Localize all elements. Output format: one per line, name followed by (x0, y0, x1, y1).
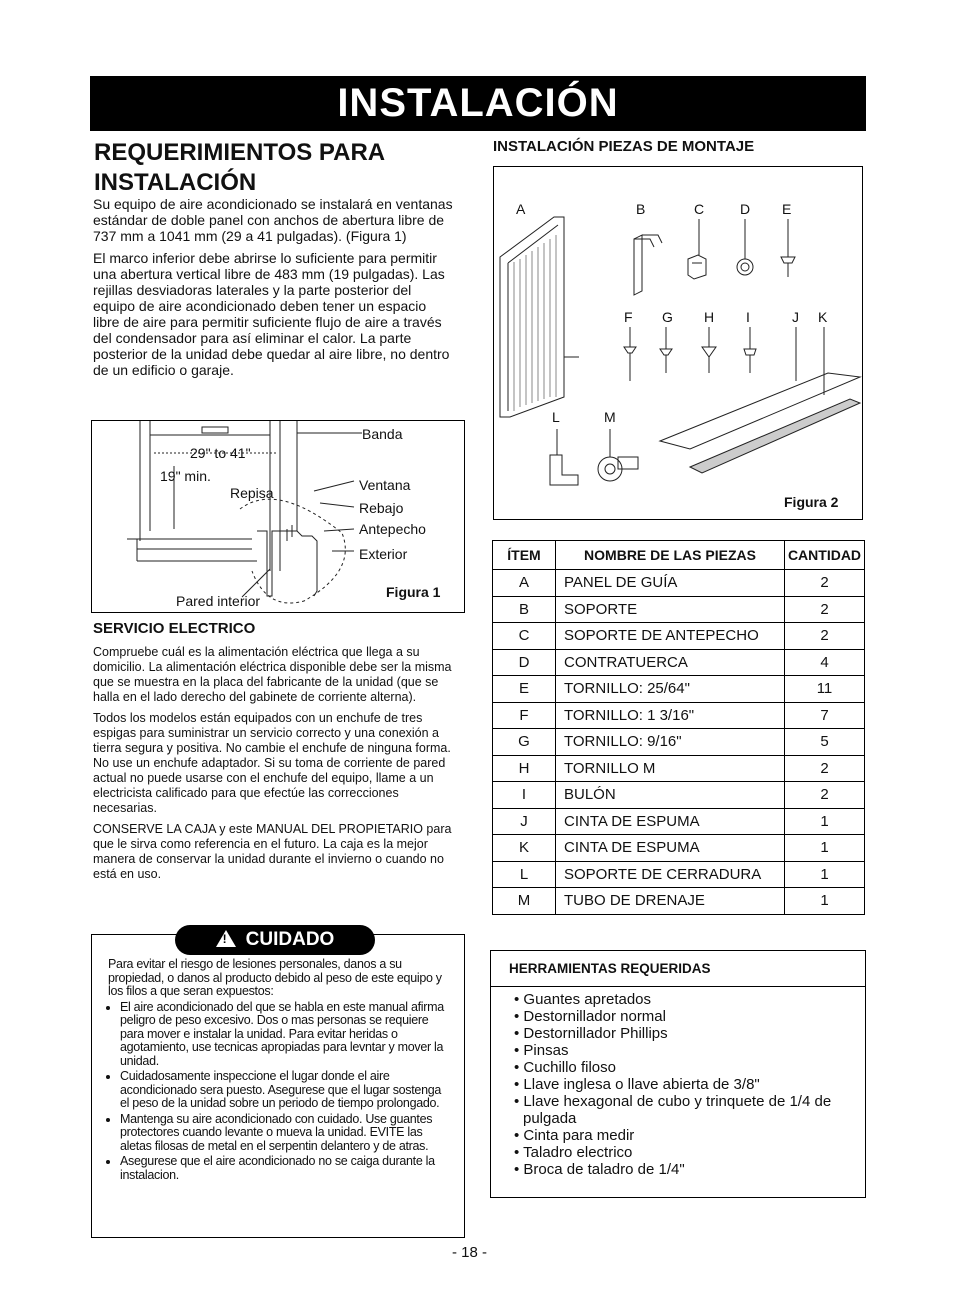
quantity-cell: 7 (785, 702, 865, 729)
caution-item: • Mantenga su aire acondicionado con cuidado. Use guantes protectores cuando levante o mueva la unidad. EVITE las aletas filosas de metal en el serpentin delantero y de atras. (120, 1113, 448, 1154)
column-header: CANTIDAD (785, 541, 865, 570)
caution-item: • Cuidadosamente inspeccione el lugar donde el aire acondicionado sera puesto. Asegurese que el lugar sostenga el peso de la unidad sobre un periodo de tiempo prolongado. (120, 1070, 448, 1111)
item-cell: B (493, 596, 556, 623)
item-cell: G (493, 729, 556, 756)
section-title: REQUERIMIENTOS PARA INSTALACIÓN (94, 139, 385, 196)
table-row (493, 888, 865, 915)
item-cell: C (493, 623, 556, 650)
caution-tag (175, 925, 375, 955)
label-width: 29" to 41" (190, 445, 251, 461)
quantity-cell: 1 (785, 835, 865, 862)
tool-item: • Cinta para medir (523, 1127, 865, 1144)
column-header: ÍTEM (493, 541, 556, 570)
tool-item: • Guantes apretados (523, 991, 865, 1008)
tools-list (509, 991, 865, 1178)
table-row (493, 861, 865, 888)
label-pared-interior: Pared interior (176, 593, 261, 609)
warning-triangle-icon: ! (216, 930, 236, 947)
caution-intro: Para evitar el riesgo de lesiones personales, danos a su propiedad, o danos al producto debido al peso de este equipo y los filos a que seran expuestos: (108, 957, 442, 998)
parts-table-body (493, 570, 865, 915)
name-cell: SOPORTE DE CERRADURA (556, 861, 785, 888)
name-cell: TORNILLO: 1 3/16" (556, 702, 785, 729)
tool-item: • Pinsas (523, 1042, 865, 1059)
figure-2-caption: Figura 2 (784, 494, 839, 510)
part-letter-f: F (624, 309, 633, 325)
label-min-height: 19" min. (160, 468, 211, 484)
part-letter-a: A (516, 201, 526, 217)
electric-paragraph-1: Compruebe cuál es la alimentación eléctrica que llega a su domicilio. La alimentación eléctrica disponible debe ser la misma que se muestra en la placa del fabricante de la unidad (que se halla en el lado derecho del gabinete de corriente alterna). (93, 645, 452, 704)
tool-item: • Destornillador Phillips (523, 1025, 865, 1042)
tool-item: • Destornillador normal (523, 1008, 865, 1025)
part-letter-d: D (740, 201, 751, 217)
electric-text (93, 645, 463, 888)
quantity-cell: 1 (785, 861, 865, 888)
table-row (493, 808, 865, 835)
label-rebajo: Rebajo (359, 500, 404, 516)
page-number: - 18 - (452, 1244, 488, 1261)
electric-paragraph-3: CONSERVE LA CAJA y este MANUAL DEL PROPIETARIO para que le sirva como referencia en el futuro. La caja es la mejor manera de conservar la unidad durante el invierno o cuando no está en uso. (93, 822, 452, 881)
quantity-cell: 2 (785, 596, 865, 623)
requirements-paragraph-2: El marco inferior debe abrirse lo suficiente para permitir una abertura vertical libre de 483 mm (19 pulgadas). Las rejillas desviadoras laterales y la parte posterior del equipo de aire acondicionado deben tener un espacio libre de aire para permitir suficiente flujo de aire a través del condensador para así eliminar el calor. La parte posterior de la unidad debe quedar al aire libre, no dentro de un edificio o garaje. (93, 250, 450, 378)
name-cell: TORNILLO M (556, 755, 785, 782)
name-cell: CINTA DE ESPUMA (556, 808, 785, 835)
quantity-cell: 1 (785, 888, 865, 915)
quantity-cell: 1 (785, 808, 865, 835)
requirements-paragraph-1: Su equipo de aire acondicionado se instalará en ventanas estándar de doble panel con anchos de abertura libre de 737 mm a 1041 mm (29 a 41 pulgadas). (Figura 1) (93, 196, 453, 244)
item-cell: K (493, 835, 556, 862)
requirements-text (93, 196, 453, 384)
table-row (493, 782, 865, 809)
caution-label: CUIDADO (245, 929, 335, 950)
table-row (493, 729, 865, 756)
quantity-cell: 2 (785, 623, 865, 650)
item-cell: L (493, 861, 556, 888)
figure-1-caption: Figura 1 (386, 584, 441, 600)
item-cell: E (493, 676, 556, 703)
tools-box (490, 950, 866, 1198)
caution-item: • El aire acondicionado del que se habla en este manual afirma peligro de peso excesivo. Dos o mas personas se requiere para mover e instalar la unidad. Para evitar heridas o agotamiento, use tecnicas apropiadas para levntar y mover la unidad. (120, 1001, 448, 1069)
quantity-cell: 11 (785, 676, 865, 703)
table-row (493, 755, 865, 782)
caution-item: • Asegurese que el aire acondicionado no se caiga durante la instalacion. (120, 1155, 448, 1182)
label-antepecho: Antepecho (359, 521, 426, 537)
name-cell: PANEL DE GUÍA (556, 570, 785, 597)
item-cell: D (493, 649, 556, 676)
label-exterior: Exterior (359, 546, 408, 562)
caution-text (108, 958, 448, 1184)
tools-title: HERRAMIENTAS REQUERIDAS (509, 961, 711, 976)
item-cell: H (493, 755, 556, 782)
column-header: NOMBRE DE LAS PIEZAS (556, 541, 785, 570)
part-letter-i: I (746, 309, 750, 325)
table-row (493, 676, 865, 703)
part-letter-l: L (552, 409, 560, 425)
table-row (493, 596, 865, 623)
mounting-title: INSTALACIÓN PIEZAS DE MONTAJE (493, 138, 755, 155)
part-letter-b: B (636, 201, 646, 217)
quantity-cell: 5 (785, 729, 865, 756)
figure-2 (493, 166, 863, 520)
tool-item: • Cuchillo filoso (523, 1059, 865, 1076)
item-cell: I (493, 782, 556, 809)
electric-paragraph-2: Todos los modelos están equipados con un enchufe de tres espigas para suministrar un servicio correcto y una conexión a tierra segura y positiva. No cambie el enchufe de ninguna forma. No use un enchufe adaptador. Si su toma de corriente de pared actual no puede usarse con el enchufe del equipo, llame a un electricista calificado para que efectúe las correcciones necesarias. (93, 711, 451, 815)
quantity-cell: 2 (785, 755, 865, 782)
table-row (493, 835, 865, 862)
parts-diagram (494, 167, 864, 521)
page-banner: INSTALACIÓN (90, 76, 866, 131)
table-row (493, 702, 865, 729)
part-letter-c: C (694, 201, 705, 217)
part-letter-m: M (604, 409, 616, 425)
part-letter-j: J (792, 309, 799, 325)
name-cell: TORNILLO: 25/64" (556, 676, 785, 703)
name-cell: CONTRATUERCA (556, 649, 785, 676)
part-letter-k: K (818, 309, 828, 325)
quantity-cell: 2 (785, 782, 865, 809)
caution-list (108, 1001, 448, 1183)
tool-item: • Taladro electrico (523, 1144, 865, 1161)
part-letter-h: H (704, 309, 715, 325)
tool-item: • Llave hexagonal de cubo y trinquete de 1/4 de pulgada (523, 1093, 865, 1127)
table-row (493, 570, 865, 597)
part-letter-e: E (782, 201, 792, 217)
quantity-cell: 4 (785, 649, 865, 676)
quantity-cell: 2 (785, 570, 865, 597)
table-row (493, 649, 865, 676)
name-cell: TUBO DE DRENAJE (556, 888, 785, 915)
item-cell: A (493, 570, 556, 597)
label-banda: Banda (362, 426, 403, 442)
name-cell: SOPORTE (556, 596, 785, 623)
tool-item: • Broca de taladro de 1/4" (523, 1161, 865, 1178)
item-cell: J (493, 808, 556, 835)
electric-title: SERVICIO ELECTRICO (93, 620, 256, 637)
table-header-row (493, 541, 865, 570)
figure-1 (91, 420, 465, 613)
parts-table (492, 540, 865, 915)
name-cell: CINTA DE ESPUMA (556, 835, 785, 862)
label-repisa: Repisa (230, 485, 274, 501)
name-cell: TORNILLO: 9/16" (556, 729, 785, 756)
item-cell: F (493, 702, 556, 729)
table-row (493, 623, 865, 650)
item-cell: M (493, 888, 556, 915)
name-cell: BULÓN (556, 782, 785, 809)
name-cell: SOPORTE DE ANTEPECHO (556, 623, 785, 650)
tool-item: • Llave inglesa o llave abierta de 3/8" (523, 1076, 865, 1093)
label-ventana: Ventana (359, 477, 411, 493)
part-letter-g: G (662, 309, 673, 325)
